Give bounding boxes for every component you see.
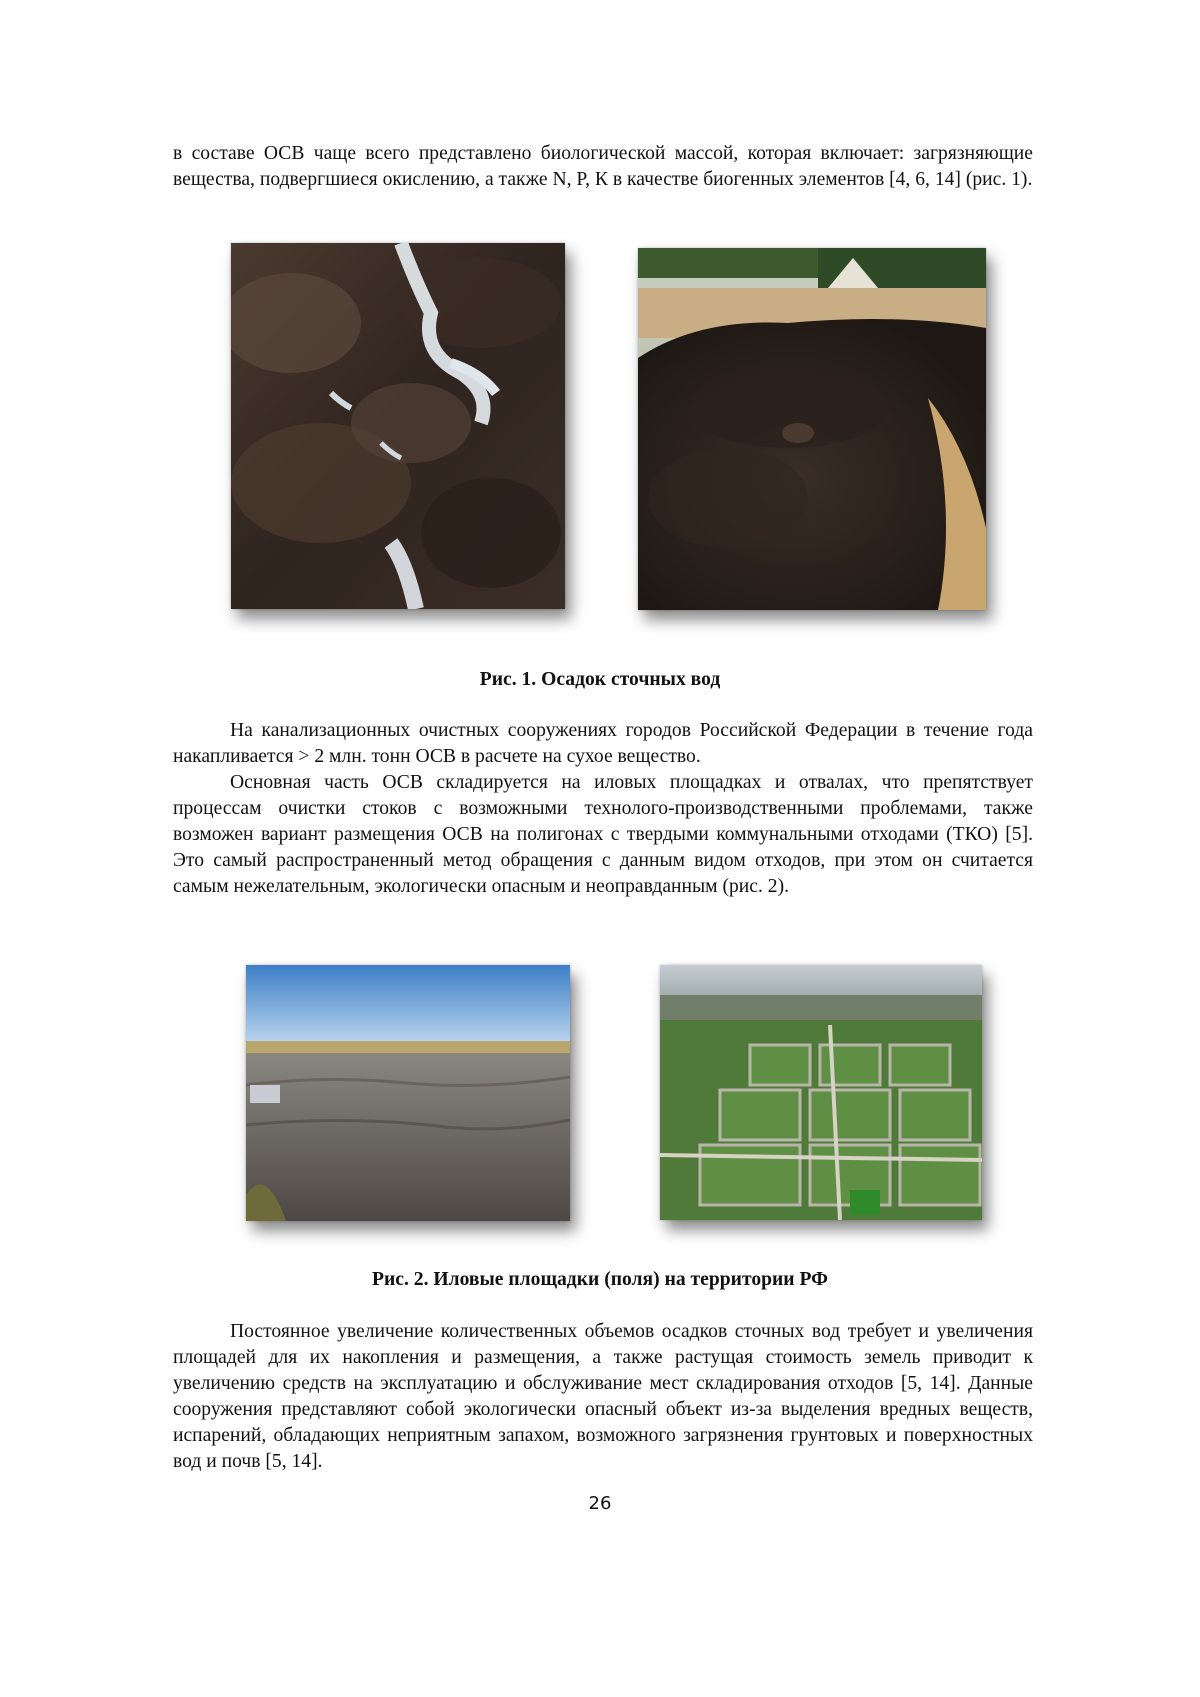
photo-sludge-pile: [638, 248, 986, 610]
paragraph-accumulation: На канализационных очистных сооружениях городов Российской Федерации в течение года накапливается > 2 млн. тонн ОСВ в расчете на сухое вещество.: [173, 720, 1033, 767]
paragraph-volumes: Постоянное увеличение количественных объемов осадков сточных вод требует и увеличения площадей для их накопления и размещения, а также растущая стоимость земель приводит к увеличению средств на эксплуатацию и обслуживание мест складирования отходов [5, 14]. Данные сооружения представляют собой экологически опасный объект из-за выделения вредных веществ, испарений, обладающих неприятным запахом, возможного загрязнения грунтовых и поверхностных вод и почв [5, 14].: [173, 1321, 1033, 1472]
photo-sludge-field: [246, 965, 570, 1221]
figure-2-caption: Рис. 2. Иловые площадки (поля) на территории РФ: [372, 1269, 828, 1290]
photo-sludge-snow: [231, 243, 565, 609]
photo-aerial-sludge-beds: [660, 965, 982, 1220]
paragraph-storage: Основная часть ОСВ складируется на иловых площадках и отвалах, что препятствует процессам очистки стоков с возможными технолого-производственными проблемами, также возможен вариант размещения ОСВ на полигонах с твердыми коммунальными отходами (ТКО) [5]. Это самый распространенный метод обращения с данным видом отходов, при этом он считается самым нежелательным, экологически опасным и неоправданным (рис. 2).: [173, 772, 1033, 897]
figure-1-caption: Рис. 1. Осадок сточных вод: [479, 669, 721, 690]
page-number: 26: [588, 1493, 612, 1514]
paragraph-intro: в составе ОСВ чаще всего представлено биологической массой, которая включает: загрязняющие вещества, подвергшиеся окислению, а также N, P, К в качестве биогенных элементов [4, 6, 14] (рис. 1).: [173, 143, 1033, 190]
